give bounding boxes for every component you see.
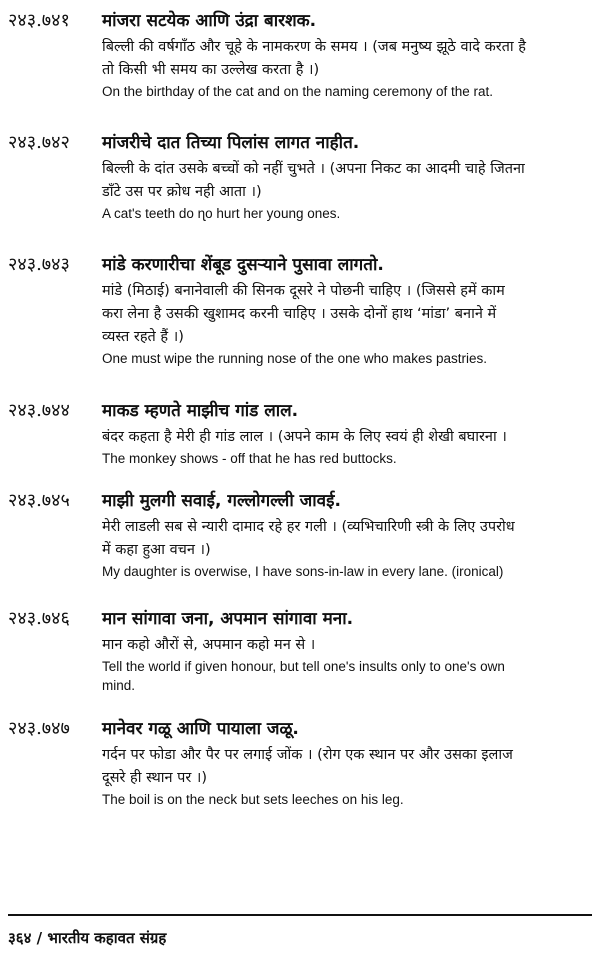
entry-heading: [8, 396, 594, 426]
proverb-number: २४३.७४४: [8, 400, 70, 421]
hindi-translation-line: में कहा हुआ वचन ।): [102, 542, 211, 558]
english-translation-line: Tell the world if given honour, but tell one's insults only to one's own: [102, 659, 505, 674]
page-number: ३६४: [8, 929, 32, 947]
hindi-translation-line: डाँटे उस पर क्रोध नही आता ।): [102, 184, 262, 200]
hindi-translation-line: करा लेना है उसकी खुशामद करनी चाहिए । उसके दोनों हाथ ‘मांडा’ बनाने में: [102, 306, 497, 322]
hindi-translation-line: गर्दन पर फोडा और पैर पर लगाई जोंक । (रोग एक स्थान पर और उसका इलाज: [102, 747, 513, 763]
marathi-proverb: मान सांगावा जना, अपमान सांगावा मना.: [102, 609, 354, 629]
english-translation-line: A cat's teeth do ɳo hurt her young ones.: [102, 206, 341, 221]
proverb-entry: [8, 6, 594, 101]
proverb-entry: [8, 396, 594, 468]
marathi-proverb: माझी मुलगी सवाई, गल्लोगल्ली जावई.: [102, 491, 341, 511]
hindi-translation-line: दूसरे ही स्थान पर ।): [102, 770, 208, 786]
marathi-proverb: मानेवर गळू आणि पायाला जळू.: [102, 719, 299, 739]
marathi-proverb: मांडे करणारीचा शेंबूड दुसऱ्याने पुसावा लागतो.: [102, 255, 384, 275]
book-title: भारतीय कहावत संग्रह: [47, 929, 167, 947]
entry-heading: [8, 714, 594, 744]
hindi-translation-line: बिल्ली की वर्षगाँठ और चूहे के नामकरण के समय । (जब मनुष्य झूठे वादे करता है: [102, 39, 526, 55]
english-translation-line: On the birthday of the cat and on the naming ceremony of the rat.: [102, 84, 493, 99]
proverb-entry: [8, 486, 594, 581]
english-translation-line: My daughter is overwise, I have sons-in-law in every lane. (ironical): [102, 564, 504, 579]
proverb-number: २४३.७४७: [8, 718, 70, 739]
marathi-proverb: माकड म्हणते माझीच गांड लाल.: [102, 401, 299, 421]
hindi-translation-line: मांडे (मिठाई) बनानेवाली की सिनक दूसरे ने पोछनी चाहिए । (जिससे हमें काम: [102, 283, 505, 299]
proverb-number: २४३.७४२: [8, 132, 70, 153]
proverb-entry: [8, 128, 594, 223]
english-translation-line: mind.: [102, 678, 136, 693]
entry-heading: [8, 604, 594, 634]
english-translation-line: The monkey shows - off that he has red buttocks.: [102, 451, 397, 466]
entry-heading: [8, 6, 594, 36]
hindi-translation-line: बंदर कहता है मेरी ही गांड लाल । (अपने काम के लिए स्वयं ही शेखी बघारना ।: [102, 429, 507, 445]
hindi-translation-line: व्यस्त रहते हैं ।): [102, 329, 184, 345]
hindi-translation-line: मान कहो औरों से, अपमान कहो मन से ।: [102, 637, 316, 653]
entry-heading: [8, 486, 594, 516]
proverb-number: २४३.७४५: [8, 490, 70, 511]
marathi-proverb: मांजरीचे दात तिच्या पिलांस लागत नाहीत.: [102, 133, 360, 153]
footer-rule: [8, 914, 592, 916]
proverb-entry: [8, 714, 594, 809]
proverb-entry: [8, 250, 594, 368]
hindi-translation-line: बिल्ली के दांत उसके बच्चों को नहीं चुभते । (अपना निकट का आदमी चाहे जितना: [102, 161, 525, 177]
proverb-number: २४३.७४१: [8, 10, 70, 31]
entry-heading: [8, 128, 594, 158]
hindi-translation-line: मेरी लाडली सब से न्यारी दामाद रहे हर गली । (व्यभिचारिणी स्त्री के लिए उपरोध: [102, 519, 515, 535]
proverb-number: २४३.७४३: [8, 254, 70, 275]
english-translation-line: One must wipe the running nose of the one who makes pastries.: [102, 351, 487, 366]
proverb-entry: [8, 604, 594, 695]
proverb-number: २४३.७४६: [8, 608, 70, 629]
hindi-translation-line: तो किसी भी समय का उल्लेख करता है ।): [102, 62, 320, 78]
entry-heading: [8, 250, 594, 280]
footer-separator: /: [31, 929, 48, 947]
page-footer: [8, 928, 166, 948]
marathi-proverb: मांजरा सटयेक आणि उंद्रा बारशक.: [102, 11, 317, 31]
english-translation-line: The boil is on the neck but sets leeches on his leg.: [102, 792, 404, 807]
